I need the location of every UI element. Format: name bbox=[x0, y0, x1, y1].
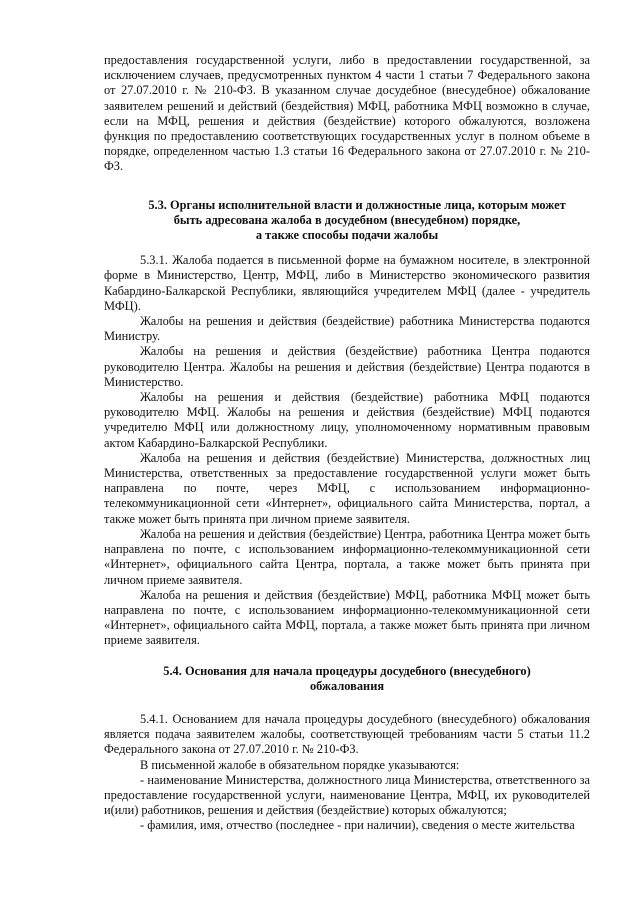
paragraph-5-4-1: 5.4.1. Основанием для начала процедуры досудебного (внесудебного) обжалования является подача заявителем жалобы, соответствующей требованиям части 5 статьи 11.2 Федерального закона от 27.07.2010 г. № 210-ФЗ. bbox=[104, 711, 590, 757]
paragraph: Жалобы на решения и действия (бездействие) работника Центра подаются руководителю Центра. Жалобы на решения и действия (бездействие) Центра подаются в Министерство. bbox=[104, 344, 590, 389]
paragraph: - фамилия, имя, отчество (последнее - при наличии), сведения о месте жительства bbox=[140, 818, 575, 833]
paragraph-5-3-1: 5.3.1. Жалоба подается в письменной форме на бумажном носителе, в электронной форме в Министерство, Центр, МФЦ, либо в Министерство экономического развития Кабардино-Балкарской Республики, являющийся учредителем МФЦ (далее - учредитель МФЦ). bbox=[104, 253, 590, 313]
section-heading-5-3 bbox=[104, 198, 590, 244]
paragraph: Жалоба на решения и действия (бездействие) Центра, работника Центра может быть направлена по почте, с использованием информационно-телекоммуникационной сети «Интернет», официального сайта Центра, портала, а также может быть принята при личном приеме заявителя. bbox=[104, 526, 590, 587]
paragraph-intro: предоставления государственной услуги, либо в предоставлении государственной, за исключением случаев, предусмотренных пунктом 4 части 1 статьи 7 Федерального закона от 27.07.2010 г. № 210-ФЗ. В указанном случае досудебное (внесудебное) обжалование заявителем решений и действий (бездействия) МФЦ, работника МФЦ возможно в случае, если на МФЦ, решения и действия (бездействие) которого обжалуются, возложена функция по предоставлению соответствующих государственных услуг в полном объеме в порядке, определенном частью 1.3 статьи 16 Федерального закона от 27.07.2010 г. № 210-ФЗ. bbox=[104, 53, 590, 174]
paragraph: Жалобы на решения и действия (бездействие) работника МФЦ подаются руководителю МФЦ. Жалобы на решения и действия (бездействие) МФЦ подаются учредителю МФЦ или должностному лицу, уполномоченному нормативным правовым актом Кабардино-Балкарской Республики. bbox=[104, 390, 590, 450]
paragraph: Жалоба на решения и действия (бездействие) Министерства, должностных лиц Министерства, ответственных за предоставление государственной услуги может быть направлена по почте, через МФЦ, с использованием информационно-телекоммуникационной сети «Интернет», официального сайта Министерства, портал, а также может быть принята при личном приеме заявителя. bbox=[104, 450, 590, 526]
paragraph: Жалобы на решения и действия (бездействие) работника Министерства подаются Министру. bbox=[104, 314, 590, 344]
paragraph: Жалоба на решения и действия (бездействие) МФЦ, работника МФЦ может быть направлена по почте, с использованием информационно-телекоммуникационной сети «Интернет», официального сайта МФЦ, портала, а также может быть принята при личном приеме заявителя. bbox=[104, 587, 590, 648]
section-heading-5-4 bbox=[104, 664, 590, 694]
heading-line: а также способы подачи жалобы bbox=[255, 228, 439, 243]
heading-line: 5.4. Основания для начала процедуры досудебного (внесудебного) bbox=[163, 663, 531, 678]
paragraph: В письменной жалобе в обязательном порядке указываются: bbox=[140, 757, 460, 772]
heading-line: обжалования bbox=[309, 678, 385, 693]
paragraph: - наименование Министерства, должностного лица Министерства, ответственного за предоставление государственной услуги, наименование Центра, МФЦ, их руководителей и(или) работников, решения и действия (бездействие) которых обжалуются; bbox=[104, 772, 590, 818]
heading-line: быть адресована жалоба в досудебном (внесудебном) порядке, bbox=[173, 212, 521, 227]
document-page bbox=[104, 53, 590, 834]
heading-line: 5.3. Органы исполнительной власти и должностные лица, которым может bbox=[148, 197, 566, 212]
